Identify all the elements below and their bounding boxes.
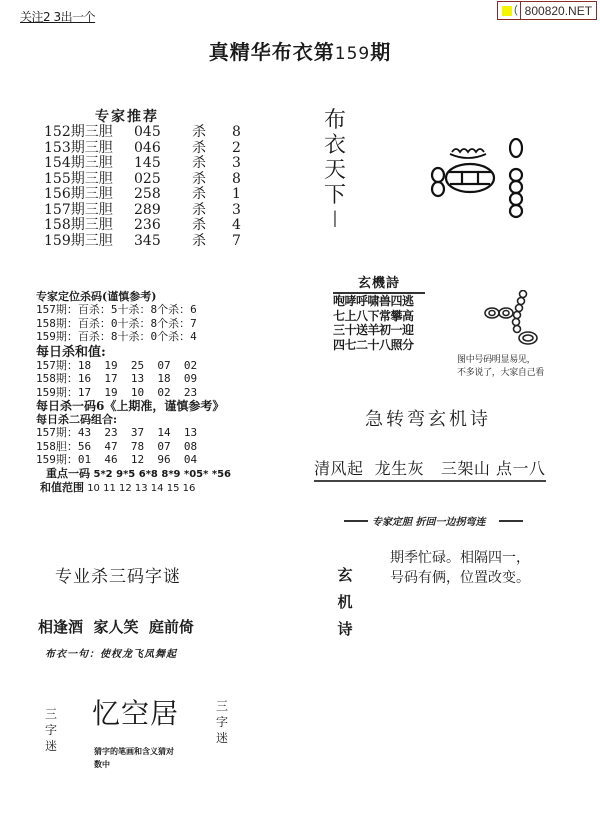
expert-dan-row <box>340 513 527 528</box>
issue: 153期三胆 <box>44 139 113 156</box>
expert-dan-text: 专家定胆 折回一边拐弯连 <box>372 517 486 528</box>
issue: 152期三胆 <box>44 124 113 140</box>
kill-value: 4 <box>232 217 241 233</box>
numbers: 289 <box>134 201 161 218</box>
list-item <box>44 187 241 203</box>
position-kill-row: 159期：百杀：8十杀：0个杀：4 <box>36 330 197 343</box>
expert-recommend-title: 专家推荐 <box>95 109 159 125</box>
issue: 158期三胆 <box>44 217 113 233</box>
sum-range-values: 10 11 12 13 14 15 16 <box>87 482 196 494</box>
daily-kill-two-row: 157期：43 23 37 14 13 <box>36 426 198 439</box>
issue: 155期三胆 <box>44 170 113 187</box>
kill-value: 1 <box>232 186 241 202</box>
kill-value: 2 <box>232 139 241 156</box>
three-char-riddle-title: 忆空居 <box>92 697 180 730</box>
position-kill-title: 专家定位杀码(谨慎参考) <box>36 290 157 303</box>
char: 三 <box>215 699 228 713</box>
list-item <box>44 234 241 250</box>
kill-label: 杀 <box>192 155 206 171</box>
poem-line: 七上八下常攀高 <box>333 308 414 323</box>
jizhuanwan-title: 急转弯玄机诗 <box>365 409 491 430</box>
title-prefix: 真精华布衣第 <box>208 40 335 64</box>
kill-stats-block <box>36 290 231 496</box>
char: 诗 <box>337 620 353 638</box>
top-note: 关注2 3出一个 <box>20 10 96 24</box>
kill-value: 8 <box>232 170 241 187</box>
issue-number: 159 <box>334 44 371 64</box>
kill-label: 杀 <box>192 170 206 187</box>
numbers: 258 <box>134 186 161 202</box>
daily-sum-kill-row: 157期：18 19 25 07 02 <box>36 358 198 372</box>
site-badge[interactable] <box>497 1 597 20</box>
three-char-riddle-label-right <box>214 698 230 746</box>
char: 天 <box>323 158 346 183</box>
char: 布 <box>323 108 346 133</box>
expert-recommend-list <box>44 125 241 249</box>
buyi-one-line: 布衣一句：使杈龙飞凤舞起 <box>45 649 177 660</box>
char: 迷 <box>44 739 57 753</box>
xuanji-poem-vertical-title <box>334 562 356 643</box>
daily-kill-two-row: 158胆：56 47 78 07 08 <box>36 439 198 453</box>
linked-circles-diagram-icon <box>484 290 550 350</box>
daily-kill-one: 每日杀一码6《上期准，谨慎参考》 <box>36 399 225 413</box>
xuanji-shi-block <box>333 272 425 352</box>
sum-range-row <box>40 481 231 496</box>
focus-one-row <box>46 467 231 481</box>
kill-label: 杀 <box>192 124 206 140</box>
kill-three-riddle-title: 专业杀三码字谜 <box>55 567 181 587</box>
char: 玄 <box>337 566 353 584</box>
issue: 159期三胆 <box>44 232 113 249</box>
kill-label: 杀 <box>192 217 206 233</box>
char: I <box>331 208 339 233</box>
xuanji-shi-title: 玄機詩 <box>333 272 425 294</box>
kill-value: 3 <box>232 201 241 218</box>
list-item <box>44 156 241 172</box>
daily-sum-kill-row: 159期：17 19 10 02 23 <box>36 385 198 399</box>
char: 字 <box>215 715 228 729</box>
list-item <box>44 141 241 157</box>
kill-value: 7 <box>232 232 241 249</box>
numbers: 236 <box>134 217 161 233</box>
numbers: 025 <box>134 170 161 187</box>
list-item <box>44 218 241 234</box>
numbers: 045 <box>134 124 161 140</box>
numbers: 345 <box>134 232 161 249</box>
poem-line: 咆哮呼啸兽四逃 <box>333 294 414 308</box>
kill-label: 杀 <box>192 201 206 218</box>
kill-label: 杀 <box>192 139 206 156</box>
char: 迷 <box>215 731 228 745</box>
issue: 157期三胆 <box>44 201 113 218</box>
daily-kill-two-row: 159期：01 46 12 96 04 <box>36 453 198 466</box>
dash-divider <box>499 520 523 522</box>
focus-one-values: 5*2 9*5 6*8 8*9 *05* *56 <box>93 468 231 480</box>
char: 下 <box>323 183 346 208</box>
daily-sum-kill-row: 158期：16 17 13 18 09 <box>36 372 198 385</box>
position-kill-row: 157期：百杀：5十杀：8个杀：6 <box>36 303 197 316</box>
xuanji-poem-text <box>390 548 530 588</box>
note-line: 图中号码明显易见， <box>457 355 536 365</box>
jizhuanwan-line: 清风起 龙生灰 三架山 点一八 <box>314 456 546 482</box>
issue: 154期三胆 <box>44 155 113 171</box>
sum-range-label: 和值范围 <box>40 480 84 494</box>
yellow-square-icon <box>502 6 512 16</box>
issue: 156期三胆 <box>44 186 113 202</box>
three-char-riddle-label-left <box>43 706 59 754</box>
list-item <box>44 125 241 141</box>
daily-sum-kill-title: 每日杀和值: <box>36 344 106 360</box>
poem-line: 四七二十八照分 <box>333 337 414 352</box>
numbers: 145 <box>134 155 161 171</box>
char: 三 <box>44 707 57 721</box>
poem-line: 号码有俩，位置改变。 <box>390 570 530 586</box>
kill-three-riddle-line: 相逢酒 家人笑 庭前倚 <box>38 618 194 636</box>
title-suffix: 期 <box>370 40 392 64</box>
list-item <box>44 172 241 188</box>
char: 衣 <box>323 133 346 158</box>
kill-value: 8 <box>232 124 241 140</box>
numbers: 046 <box>134 139 161 156</box>
position-kill-row: 158期：百杀：0十杀：8个杀：7 <box>36 316 197 330</box>
char: 字 <box>44 723 57 737</box>
dash-divider <box>344 520 368 522</box>
site-badge-cut-char: ( <box>514 2 521 19</box>
kill-label: 杀 <box>192 232 206 249</box>
daily-kill-two-title: 每日杀二码组合: <box>36 413 118 426</box>
poem-line: 三十送羊初一迎 <box>333 323 414 337</box>
three-char-riddle-hint: 猜字的笔画和含义猜对数中 <box>94 746 174 769</box>
kill-value: 3 <box>232 155 241 171</box>
kill-label: 杀 <box>192 186 206 202</box>
chain-circles-diagram-icon <box>428 138 528 238</box>
page-title <box>0 36 600 65</box>
buyi-tianxia-vertical-title <box>322 108 348 233</box>
note-line: 不多说了，大家自己看 <box>457 368 545 378</box>
focus-one-label: 重点一码 <box>46 466 90 480</box>
site-badge-url[interactable]: 800820.NET <box>524 3 593 18</box>
poem-line: 期季忙碌。相隔四一， <box>390 550 530 566</box>
diagram-note <box>457 354 544 380</box>
char: 机 <box>337 593 353 611</box>
list-item <box>44 203 241 219</box>
